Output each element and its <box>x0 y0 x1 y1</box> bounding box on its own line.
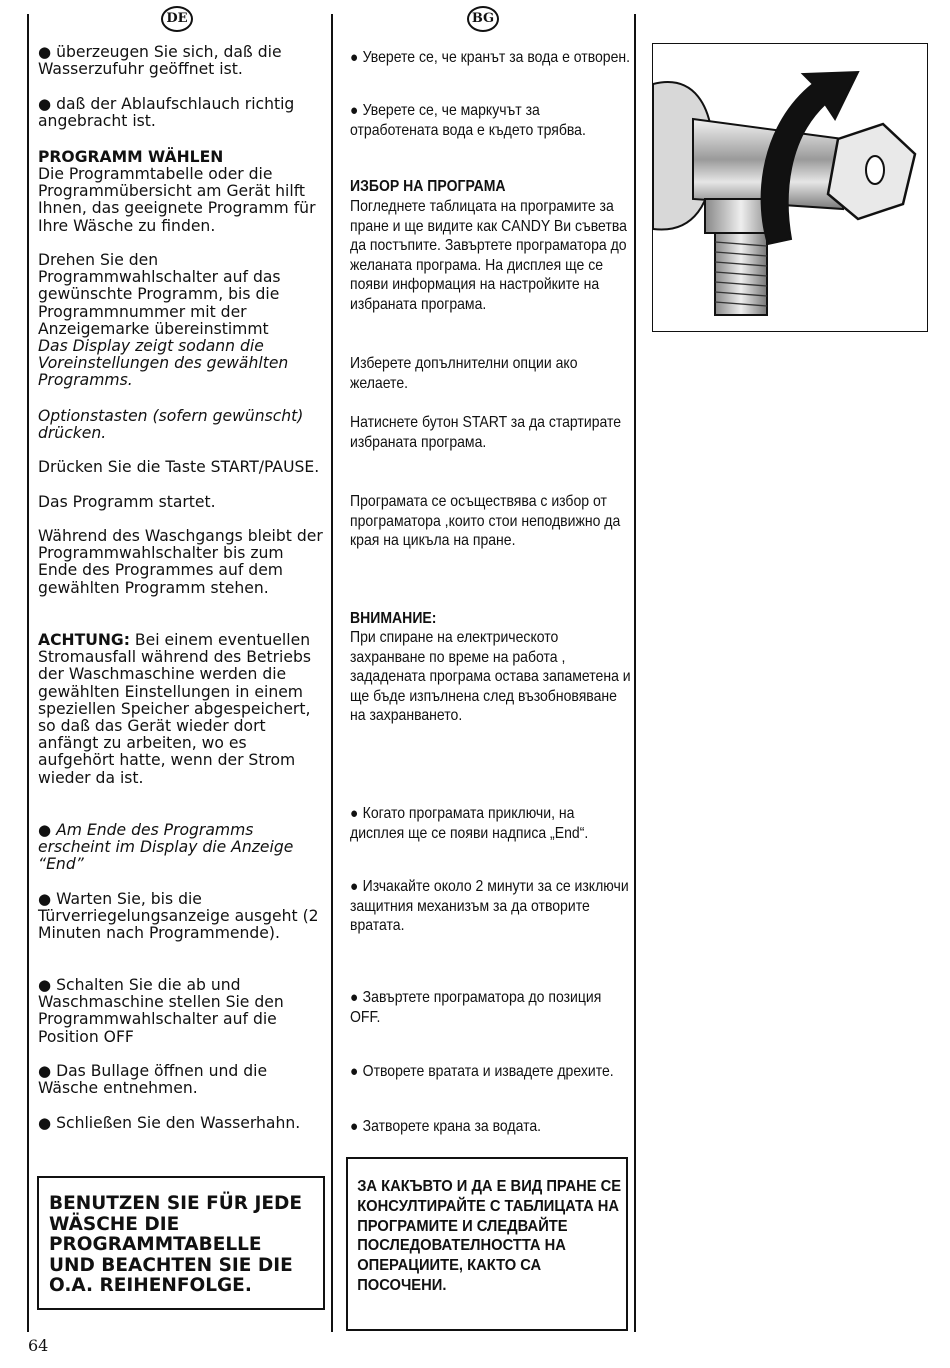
de-paragraph-during-wash: Während des Waschgangs bleibt der Programmwahlschalter bis zum Ende des Programmes auf dem gewählten Programm stehen. <box>38 527 323 597</box>
de-paragraph-switch-off: ● Schalten Sie die ab und Waschmaschine stellen Sie den Programmwahlschalter auf die Position OFF <box>38 977 326 1046</box>
bg-paragraph-water-supply: ● Уверете се, че кранът за вода е отворен. <box>350 48 632 68</box>
bg-paragraph-program-table: Погледнете таблицата на програмите за пране и ще видите как CANDY Ви съветва да постъпите. Завъртете програматора до желаната програма. На дисплея ще се появи информация на настройките на избраната програма. <box>350 198 627 313</box>
bg-heading-attention: ВНИМАНИЕ: <box>350 610 437 627</box>
language-badge-bg: BG <box>467 6 499 32</box>
bg-paragraph-open-door: ● Отворете вратата и извадете дрехите. <box>350 1062 632 1082</box>
column-divider-middle <box>331 14 333 1332</box>
de-paragraph-open-door: ● Das Bullage öffnen und die Wäsche entnehmen. <box>38 1063 326 1097</box>
column-divider-left <box>27 14 29 1332</box>
de-paragraph-option-keys: Optionstasten (sofern gewünscht) drücken. <box>38 407 304 443</box>
de-paragraph-press-start: Drücken Sie die Taste START/PAUSE. <box>38 458 320 476</box>
de-paragraph-door-lock: ● Warten Sie, bis die Türverriegelungsanzeige ausgeht (2 Minuten nach Programmende). <box>38 891 326 943</box>
bg-notice-text: ЗА КАКЪВТО И ДА Е ВИД ПРАНЕ СЕ КОНСУЛТИРАЙТЕ С ТАБЛИЦАТА НА ПРОГРАМИТЕ И СЛЕДВАЙТЕ ПОСЛЕДОВАТЕЛНОСТТА НА ОПЕРАЦИИТЕ, КАКТО СА ПОСОЧЕНИ. <box>357 1178 622 1294</box>
column-divider-right <box>634 14 636 1332</box>
de-paragraph-program-starts: Das Programm startet. <box>38 493 216 511</box>
de-achtung-label: ACHTUNG: <box>38 631 130 649</box>
bg-paragraph-end-display: ● Когато програмата приключи, на дисплея ще се появи надписа „End“. <box>350 804 632 843</box>
bg-paragraph-options: Изберете допълнителни опции ако желаете. <box>350 355 578 392</box>
bg-paragraph-switch-off: ● Завъртете програматора до позиция OFF. <box>350 988 632 1027</box>
de-paragraph-turn-selector: Drehen Sie den Programmwahlschalter auf das gewünschte Programm, bis die Programmnummer mit der Anzeigemarke übereinstimmt <box>38 251 281 338</box>
bg-paragraph-door-lock: ● Изчакайте около 2 минути за се изключи защитния механизъм за да отворите вратата. <box>350 877 632 936</box>
de-paragraph-drain-hose: ● daß der Ablaufschlauch richtig angebracht ist. <box>38 96 326 130</box>
language-badge-de: DE <box>161 6 193 32</box>
tap-illustration-frame <box>652 43 928 332</box>
de-paragraph-close-tap: ● Schließen Sie den Wasserhahn. <box>38 1115 326 1132</box>
water-tap-open-icon <box>653 44 927 331</box>
bg-heading-select-program: ИЗБОР НА ПРОГРАМА <box>350 178 506 195</box>
de-paragraph-display-info: Das Display zeigt sodann die Voreinstellungen des gewählten Programms. <box>38 337 289 390</box>
de-paragraph-program-table: Die Programmtabelle oder die Programmübersicht am Gerät hilft Ihnen, das geeignete Programm für Ihre Wäsche zu finden. <box>38 165 316 235</box>
de-paragraph-power-failure <box>38 632 326 787</box>
bg-paragraph-close-tap: ● Затворете крана за водата. <box>350 1117 632 1137</box>
de-paragraph-water-supply: ● überzeugen Sie sich, daß die Wasserzufuhr geöffnet ist. <box>38 44 326 78</box>
bg-paragraph-program-runs: Програмата се осъществява с избор от програматора ,които стои неподвижно да края на цикъла на пране. <box>350 493 621 550</box>
de-notice-box <box>37 1176 325 1310</box>
de-notice-text: BENUTZEN SIE FÜR JEDE WÄSCHE DIE PROGRAMMTABELLE UND BEACHTEN SIE DIE O.A. REIHENFOLGE. <box>49 1193 302 1296</box>
de-heading-select-program: PROGRAMM WÄHLEN <box>38 148 224 166</box>
page-number: 64 <box>28 1336 49 1355</box>
bg-paragraph-power-failure: При спиране на електрическото захранване по време на работа , зададената програма остава запаметена и ще бъде изпълнена след възобновяване на захранването. <box>350 629 631 725</box>
de-power-failure-text: Bei einem eventuellen Stromausfall während des Betriebs der Waschmaschine werden die gewählten Einstellungen in einem speziellen Speicher abgespeichert, so daß das Gerät wieder dort anfängt zu arbeiten, wo es aufgehört hatte, wenn der Strom wieder da ist. <box>38 631 311 787</box>
bg-paragraph-press-start: Натиснете бутон START за да стартирате избраната програма. <box>350 414 622 451</box>
bg-notice-box <box>346 1157 628 1331</box>
bg-paragraph-drain-hose: ● Уверете се, че маркучът за отработената вода е където трябва. <box>350 101 632 140</box>
de-paragraph-end-display: ● Am Ende des Programms erscheint im Display die Anzeige “End” <box>38 822 326 874</box>
